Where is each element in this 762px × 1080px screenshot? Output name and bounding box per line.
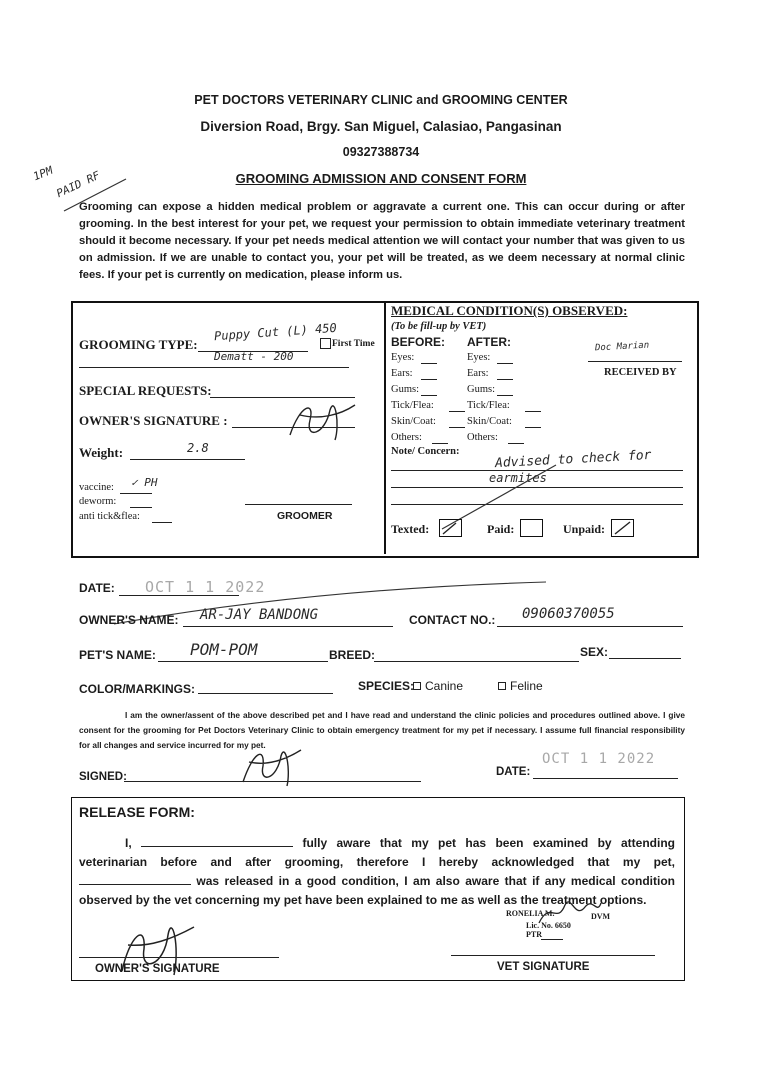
release-name-blank	[141, 835, 293, 847]
consent-date-line	[533, 778, 678, 779]
after-check-line[interactable]	[508, 443, 524, 444]
owner-name-value: AR-JAY BANDONG	[200, 607, 319, 623]
vet-stamp-license: Lic. No. 6650	[526, 921, 571, 930]
after-check-line[interactable]	[497, 379, 513, 380]
received-by-label: RECEIVED BY	[604, 367, 677, 378]
vaccine-line	[120, 493, 152, 494]
before-check-label: Skin/Coat:	[391, 416, 436, 427]
first-time-label: First Time	[332, 339, 375, 349]
before-check-line[interactable]	[421, 395, 437, 396]
owner-name-label: OWNER'S NAME:	[79, 613, 179, 627]
weight-value: 2.8	[187, 441, 209, 455]
date-label: DATE:	[79, 581, 115, 595]
sex-line	[609, 658, 681, 659]
consent-text: I am the owner/assent of the above described pet and I have read and understand the clinic policies and procedures outlined above. I give consent for the grooming for Pet Doctors Veterinary Clinic to obtain emergency treatment for my pet if necessary. I assume full financial responsibility for all changes and service incurred for my pet.	[79, 710, 685, 750]
date-stamp: OCT 1 1 2022	[145, 578, 266, 596]
before-label: BEFORE:	[391, 335, 445, 349]
after-check-label: Ears:	[467, 368, 489, 379]
before-check-label: Gums:	[391, 384, 420, 395]
release-title: RELEASE FORM:	[79, 804, 195, 820]
grooming-type-label: GROOMING TYPE:	[79, 337, 198, 352]
owner-signature-scribble	[280, 395, 360, 445]
vaccine-value: ✓ PH	[131, 476, 158, 489]
after-check-line[interactable]	[525, 427, 541, 428]
clinic-name: PET DOCTORS VETERINARY CLINIC and GROOMING CENTER	[194, 93, 568, 107]
species-label: SPECIES:	[358, 679, 415, 693]
pet-name-label: PET'S NAME:	[79, 648, 156, 662]
vet-signature-line	[451, 955, 655, 956]
owner-release-signature-line	[79, 957, 279, 958]
before-check-line[interactable]	[449, 411, 465, 412]
dematt-value: Dematt - 200	[214, 350, 294, 363]
texted-label: Texted:	[391, 522, 430, 536]
form-title: GROOMING ADMISSION AND CONSENT FORM	[235, 171, 527, 186]
after-check-label: Skin/Coat:	[467, 416, 512, 427]
paid-label: Paid:	[487, 522, 515, 536]
before-check-label: Tick/Flea:	[391, 400, 434, 411]
vaccine-label: vaccine:	[79, 482, 114, 493]
before-check-label: Ears:	[391, 368, 413, 379]
anti-tick-line	[152, 522, 172, 523]
note-value-2: earmites	[489, 471, 547, 485]
note-value: Advised to check for	[494, 447, 652, 472]
vet-signature-label: VET SIGNATURE	[497, 961, 590, 973]
vet-stamp-ptr: PTR	[526, 930, 542, 939]
contact-line	[497, 626, 683, 627]
anti-tick-label: anti tick&flea:	[79, 511, 140, 522]
weight-label: Weight:	[79, 445, 124, 460]
signed-label: SIGNED:	[79, 771, 127, 783]
unpaid-label: Unpaid:	[563, 522, 606, 536]
clinic-phone: 09327388734	[342, 145, 420, 159]
intro-paragraph: Grooming can expose a hidden medical problem or aggravate a current one. This can occur during or after grooming. In the best interest for your pet, we request your permission to obtain immediate veterinary treatment should it become necessary. If your pet needs medical attention we will contact your number that was given to us on admission. If we are unable to contact you, your pet will be treated, as we deem necessary at normal clinic fees. If your pet is currently on medication, please inform us.	[79, 201, 685, 281]
deworm-label: deworm:	[79, 496, 117, 507]
vet-signature-scribble	[535, 895, 605, 930]
grooming-type-value: Puppy Cut (L) 450	[213, 320, 338, 344]
deworm-line	[130, 507, 152, 508]
consent-date-stamp: OCT 1 1 2022	[542, 751, 656, 767]
sex-label: SEX:	[580, 645, 609, 659]
vet-stamp-name: RONELIA M.	[506, 909, 555, 918]
before-check-label: Eyes:	[391, 352, 415, 363]
before-check-line[interactable]	[421, 379, 437, 380]
breed-label: BREED:	[329, 648, 376, 662]
after-check-label: Tick/Flea:	[467, 400, 510, 411]
feline-checkbox[interactable]	[498, 682, 506, 690]
release-pet-blank	[79, 873, 191, 885]
consent-date-label: DATE:	[496, 766, 531, 778]
pet-name-line	[158, 661, 328, 662]
grooming-type-line-2	[79, 367, 349, 368]
vet-stamp-ptr-line	[541, 939, 563, 940]
release-text-2: was released in a good condition, I am also aware that if any medical condition observed by the vet concerning my pet have been explained to me as well as the treatment options.	[79, 874, 675, 907]
paid-checkbox[interactable]	[520, 519, 543, 537]
after-check-line[interactable]	[525, 411, 541, 412]
margin-note-time: 1PM	[31, 163, 55, 184]
release-text-1: fully aware that my pet has been examined by attending veterinarian before and after grooming, therefore I hereby acknowledged that my pet,	[79, 836, 675, 869]
unpaid-checkbox[interactable]	[611, 519, 634, 537]
note-concern-label: Note/ Concern:	[391, 446, 460, 457]
before-check-label: Others:	[391, 432, 422, 443]
panel-divider	[384, 303, 386, 554]
after-check-line[interactable]	[497, 363, 513, 364]
after-check-label: Others:	[467, 432, 498, 443]
after-label: AFTER:	[467, 335, 511, 349]
color-markings-label: COLOR/MARKINGS:	[79, 682, 195, 696]
owner-name-line	[183, 626, 393, 627]
consent-signature-scribble	[235, 740, 305, 790]
medical-condition-subtitle: (To be fill-up by VET)	[391, 321, 487, 332]
before-check-line[interactable]	[449, 427, 465, 428]
groomer-label: GROOMER	[277, 510, 333, 522]
margin-note-paid: PAID RF	[54, 168, 102, 201]
before-check-line[interactable]	[421, 363, 437, 364]
received-by-value: Doc Marian	[594, 340, 650, 354]
texted-checkbox[interactable]	[439, 519, 462, 537]
received-by-line	[588, 361, 682, 362]
groomer-line	[245, 504, 352, 505]
vet-stamp-dvm: DVM	[591, 912, 611, 921]
owners-signature-label: OWNER'S SIGNATURE :	[79, 413, 228, 428]
special-requests-label: SPECIAL REQUESTS:	[79, 383, 212, 398]
contact-value: 09060370055	[522, 606, 615, 622]
canine-label: Canine	[425, 679, 464, 693]
feline-label: Feline	[510, 679, 543, 693]
clinic-address: Diversion Road, Brgy. San Miguel, Calasiao, Pangasinan	[200, 119, 562, 134]
color-markings-line	[198, 693, 333, 694]
weight-line	[130, 459, 245, 460]
medical-condition-title: MEDICAL CONDITION(S) OBSERVED:	[391, 303, 628, 318]
after-check-label: Eyes:	[467, 352, 491, 363]
after-check-label: Gums:	[467, 384, 496, 395]
canine-checkbox[interactable]	[413, 682, 421, 690]
after-check-line[interactable]	[497, 395, 513, 396]
owner-release-signature-label: OWNER'S SIGNATURE	[95, 963, 220, 975]
breed-line	[374, 661, 579, 662]
before-check-line[interactable]	[432, 443, 448, 444]
contact-label: CONTACT NO.:	[409, 613, 496, 627]
first-time-checkbox[interactable]	[320, 338, 331, 349]
pet-name-value: POM-POM	[190, 640, 258, 659]
release-i: I,	[125, 836, 132, 850]
